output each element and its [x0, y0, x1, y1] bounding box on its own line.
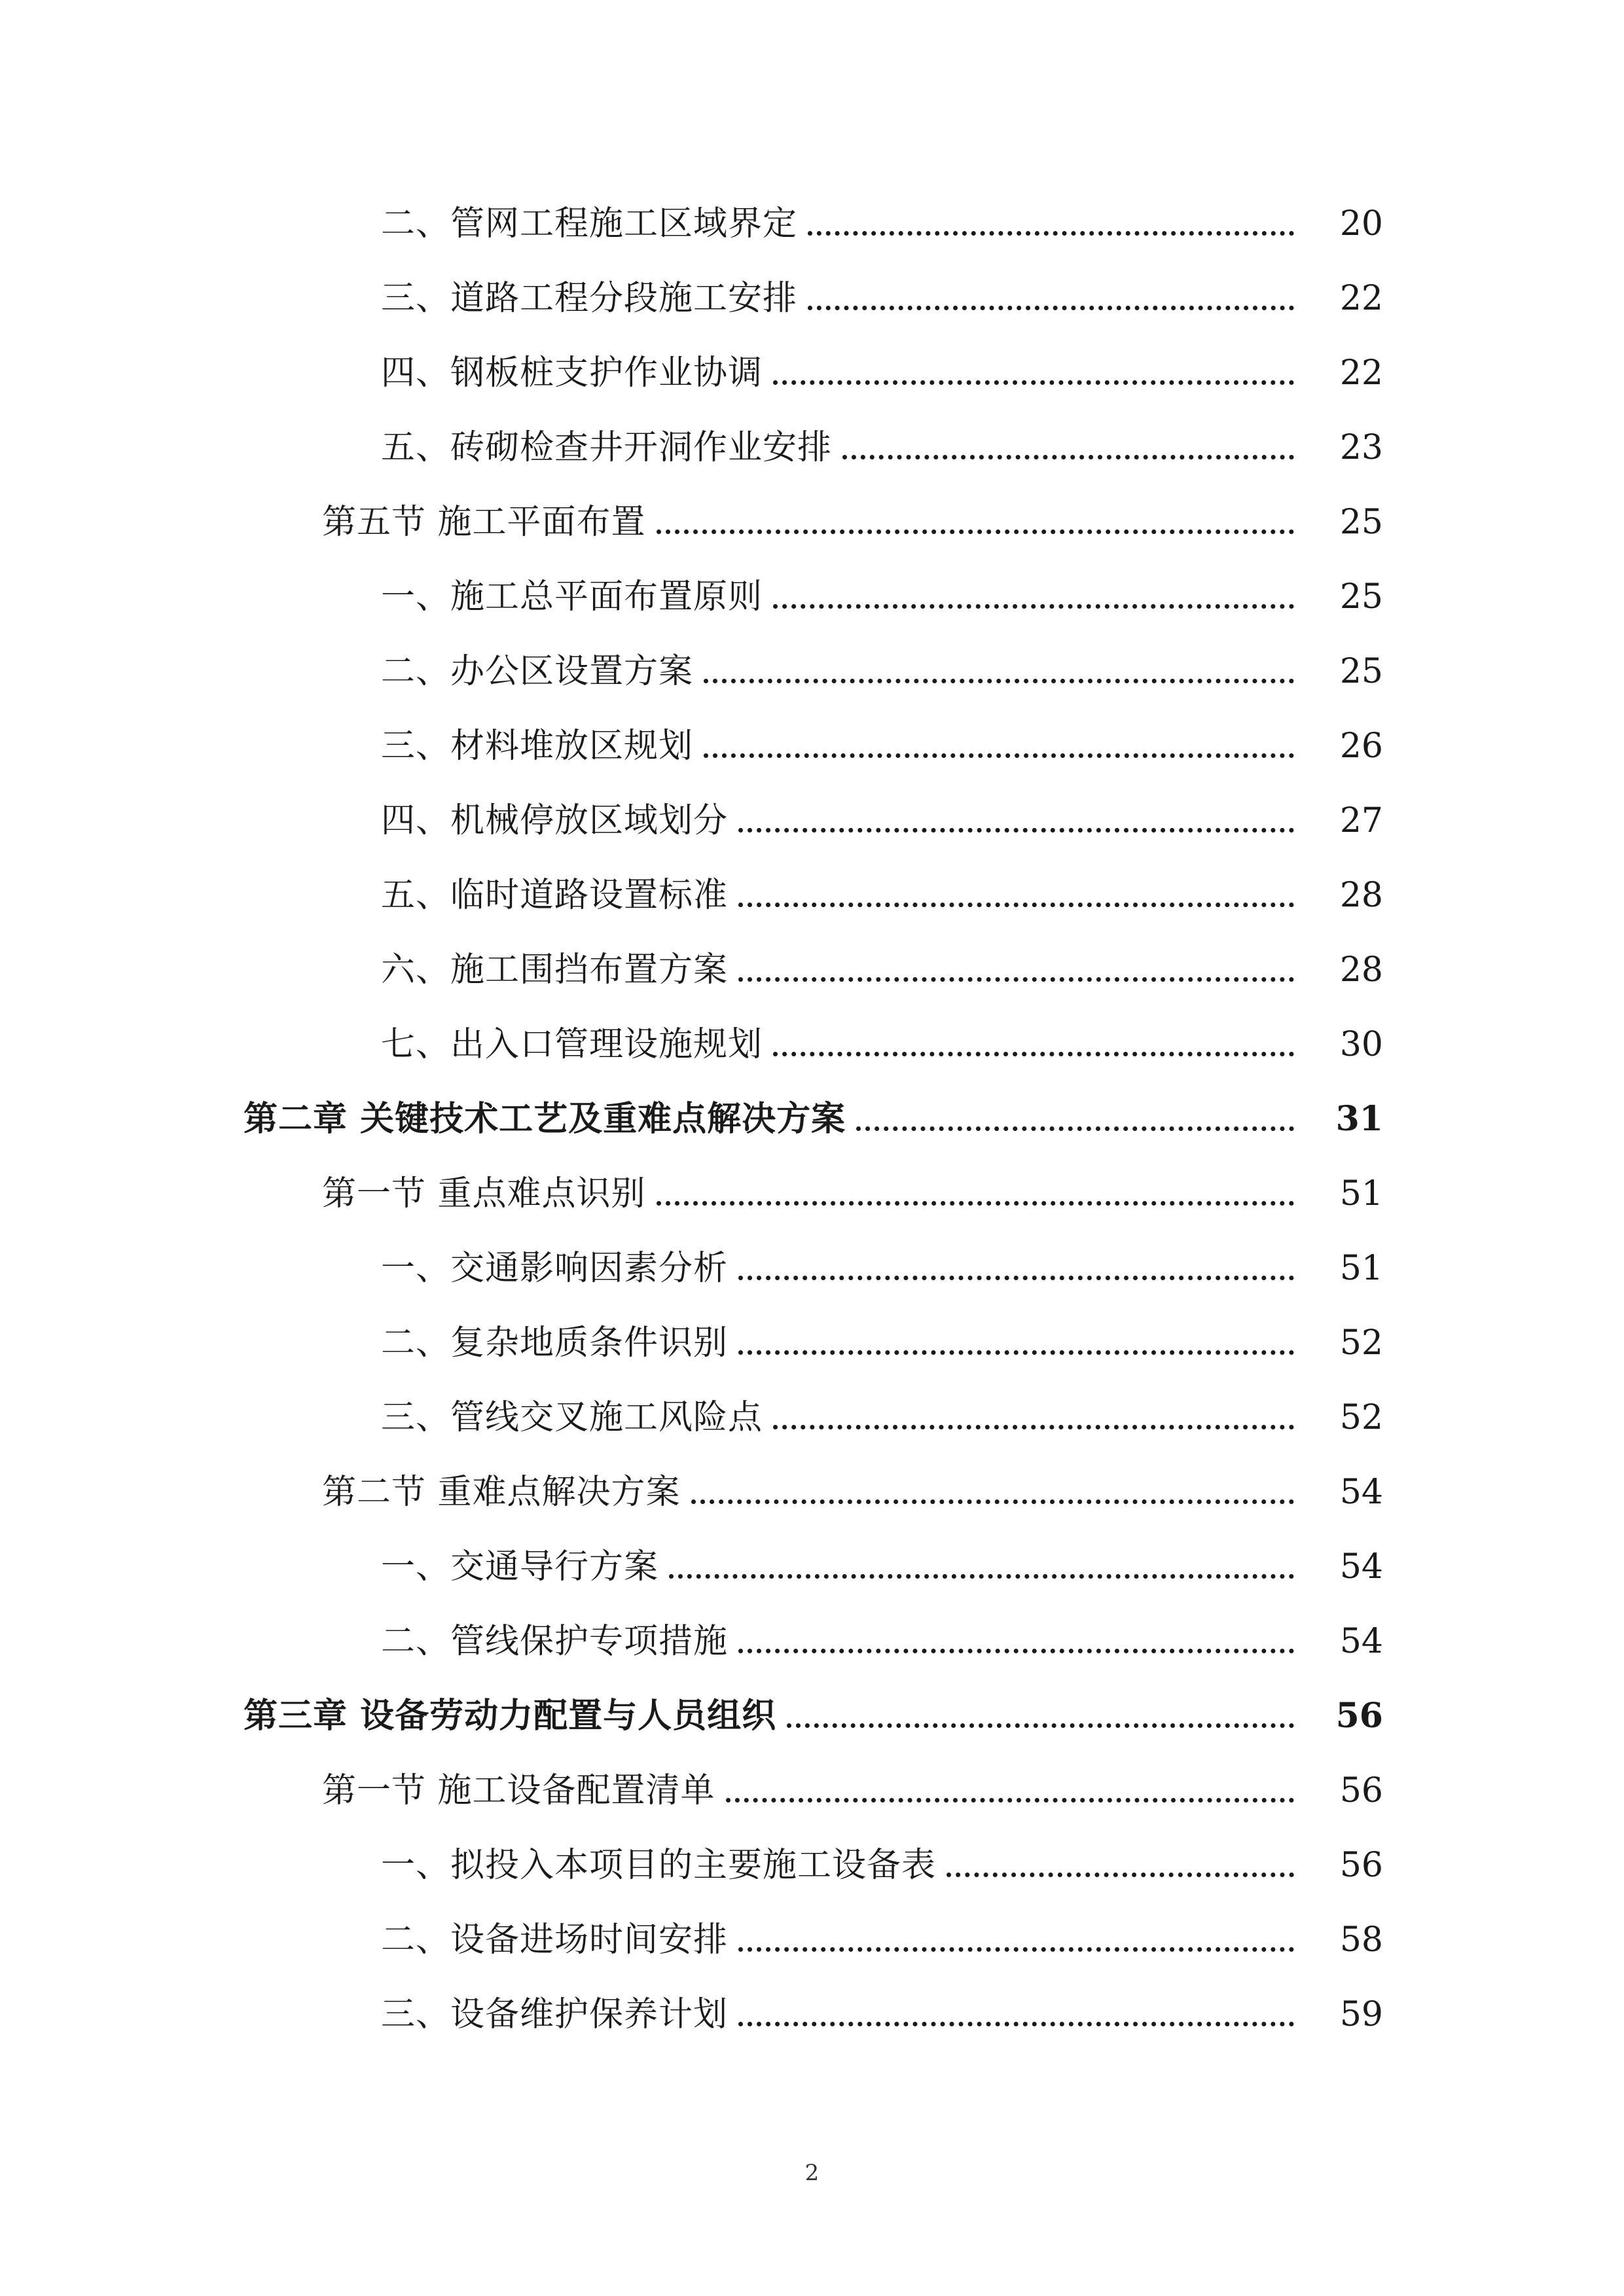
toc-entry-page: 31 [1335, 1099, 1383, 1139]
toc-subsection[interactable] [0, 1228, 1624, 1302]
toc-section[interactable] [0, 1153, 1624, 1228]
dot-leader [704, 679, 1294, 683]
toc-entry-label: 二、复杂地质条件识别 [381, 1323, 729, 1363]
toc-chapter[interactable] [0, 1079, 1624, 1153]
toc-entry-page: 25 [1339, 652, 1383, 691]
toc-subsection[interactable] [0, 332, 1624, 407]
toc-entry-page: 28 [1339, 876, 1383, 915]
toc-entry-label: 二、管线保护专项措施 [381, 1622, 729, 1661]
toc-subsection[interactable] [0, 1601, 1624, 1676]
dot-leader [856, 1126, 1294, 1131]
dot-leader [738, 1350, 1294, 1355]
dot-leader [773, 604, 1294, 609]
toc-entry-page: 52 [1339, 1323, 1383, 1363]
dot-leader [842, 455, 1294, 459]
toc-subsection[interactable] [0, 631, 1624, 706]
toc-entry-label: 四、钢板桩支护作业协调 [381, 353, 763, 393]
toc-entry-label: 第三章 设备劳动力配置与人员组织 [244, 1696, 777, 1736]
toc-subsection[interactable] [0, 929, 1624, 1004]
dot-leader [738, 2022, 1294, 2026]
toc-entry-label: 三、设备维护保养计划 [381, 1995, 729, 2034]
toc-entry-page: 27 [1339, 801, 1383, 840]
toc-section[interactable] [0, 1750, 1624, 1825]
dot-leader [669, 1574, 1294, 1579]
toc-entry-label: 一、拟投入本项目的主要施工设备表 [381, 1846, 937, 1885]
table-of-contents [0, 183, 1624, 2049]
toc-entry-label: 第二节 重难点解决方案 [322, 1473, 681, 1512]
toc-subsection[interactable] [0, 1302, 1624, 1377]
toc-entry-page: 54 [1339, 1473, 1383, 1512]
toc-entry-label: 第五节 施工平面布置 [322, 503, 646, 542]
toc-entry-page: 20 [1339, 204, 1383, 243]
toc-subsection[interactable] [0, 855, 1624, 929]
toc-entry-label: 七、出入口管理设施规划 [381, 1025, 763, 1064]
dot-leader [738, 1649, 1294, 1653]
toc-entry-page: 52 [1339, 1398, 1383, 1437]
toc-entry-page: 30 [1339, 1025, 1383, 1064]
dot-leader [738, 1947, 1294, 1952]
toc-entry-label: 五、砖砌检查井开洞作业安排 [381, 428, 833, 467]
toc-entry-page: 51 [1339, 1249, 1383, 1288]
toc-entry-label: 三、管线交叉施工风险点 [381, 1398, 763, 1437]
dot-leader [808, 306, 1294, 310]
toc-subsection[interactable] [0, 1377, 1624, 1452]
toc-entry-page: 54 [1339, 1622, 1383, 1661]
dot-leader [738, 977, 1294, 982]
toc-subsection[interactable] [0, 1004, 1624, 1079]
toc-entry-page: 26 [1339, 726, 1383, 766]
toc-subsection[interactable] [0, 706, 1624, 780]
toc-entry-label: 第一节 重点难点识别 [322, 1174, 646, 1213]
toc-subsection[interactable] [0, 556, 1624, 631]
toc-subsection[interactable] [0, 258, 1624, 332]
dot-leader [738, 903, 1294, 907]
toc-entry-label: 二、设备进场时间安排 [381, 1920, 729, 1960]
toc-chapter[interactable] [0, 1676, 1624, 1750]
toc-entry-label: 三、道路工程分段施工安排 [381, 279, 798, 318]
toc-subsection[interactable] [0, 183, 1624, 258]
toc-entry-label: 五、临时道路设置标准 [381, 876, 729, 915]
dot-leader [773, 1052, 1294, 1056]
dot-leader [787, 1723, 1294, 1728]
dot-leader [808, 231, 1294, 236]
toc-entry-label: 二、办公区设置方案 [381, 652, 694, 691]
toc-subsection[interactable] [0, 1825, 1624, 1899]
toc-entry-label: 四、机械停放区域划分 [381, 801, 729, 840]
dot-leader [738, 1276, 1294, 1280]
toc-entry-page: 51 [1339, 1174, 1383, 1213]
toc-entry-page: 56 [1339, 1771, 1383, 1810]
toc-entry-page: 22 [1339, 279, 1383, 318]
toc-entry-label: 一、交通导行方案 [381, 1547, 659, 1587]
toc-entry-label: 一、交通影响因素分析 [381, 1249, 729, 1288]
dot-leader [738, 828, 1294, 833]
toc-entry-page: 25 [1339, 577, 1383, 617]
toc-entry-label: 二、管网工程施工区域界定 [381, 204, 798, 243]
toc-entry-page: 56 [1339, 1846, 1383, 1885]
dot-leader [773, 1425, 1294, 1429]
toc-entry-page: 54 [1339, 1547, 1383, 1587]
toc-entry-page: 25 [1339, 503, 1383, 542]
toc-entry-page: 56 [1335, 1696, 1383, 1736]
toc-subsection[interactable] [0, 1526, 1624, 1601]
toc-subsection[interactable] [0, 1974, 1624, 2049]
dot-leader [657, 1201, 1294, 1206]
toc-entry-label: 一、施工总平面布置原则 [381, 577, 763, 617]
page-number: 2 [804, 2160, 820, 2186]
toc-entry-label: 第一节 施工设备配置清单 [322, 1771, 715, 1810]
toc-entry-label: 第二章 关键技术工艺及重难点解决方案 [244, 1099, 846, 1139]
dot-leader [704, 753, 1294, 758]
dot-leader [726, 1798, 1294, 1803]
dot-leader [657, 529, 1294, 534]
dot-leader [947, 1873, 1294, 1877]
toc-entry-page: 58 [1339, 1920, 1383, 1960]
toc-entry-page: 28 [1339, 950, 1383, 990]
toc-entry-label: 三、材料堆放区规划 [381, 726, 694, 766]
toc-entry-page: 22 [1339, 353, 1383, 393]
toc-entry-label: 六、施工围挡布置方案 [381, 950, 729, 990]
toc-entry-page: 59 [1339, 1995, 1383, 2034]
dot-leader [691, 1499, 1294, 1504]
toc-entry-page: 23 [1339, 428, 1383, 467]
toc-subsection[interactable] [0, 1899, 1624, 1974]
toc-section[interactable] [0, 1452, 1624, 1526]
toc-section[interactable] [0, 482, 1624, 556]
toc-subsection[interactable] [0, 780, 1624, 855]
dot-leader [773, 380, 1294, 385]
toc-subsection[interactable] [0, 407, 1624, 482]
